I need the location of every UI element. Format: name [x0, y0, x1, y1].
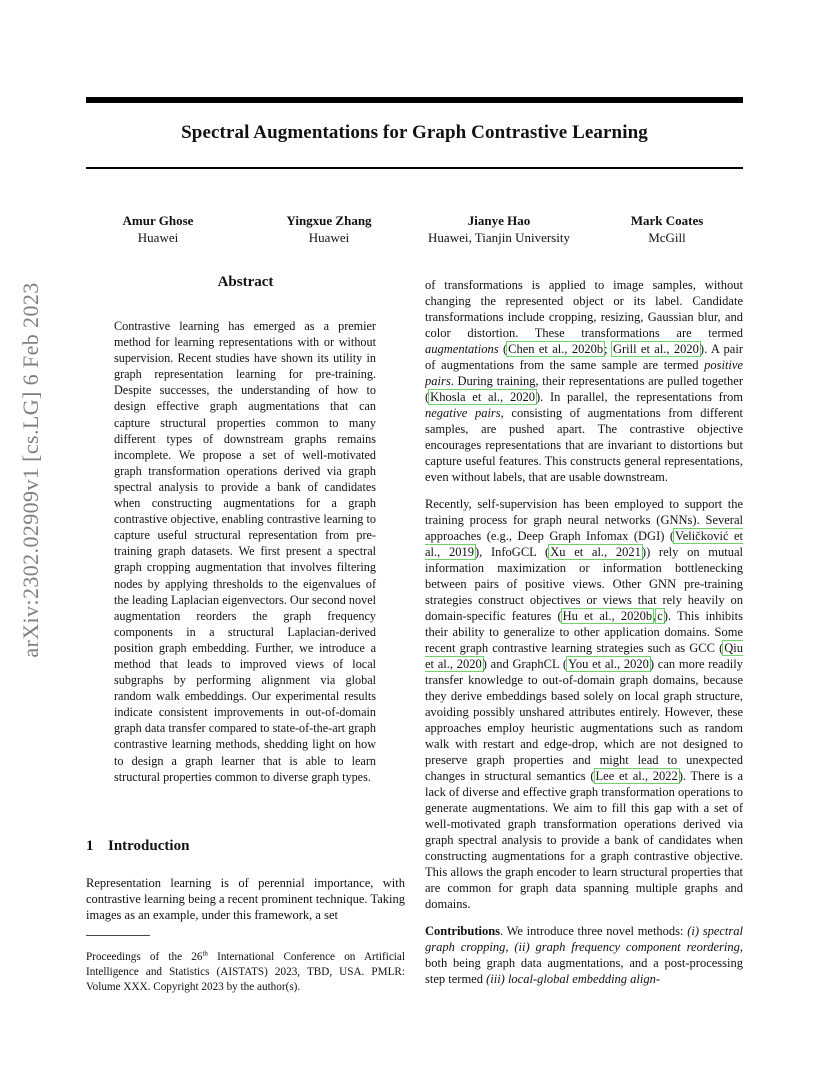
citation-link[interactable]: Grill et al., 2020 [612, 342, 699, 356]
abstract-heading: Abstract [217, 274, 274, 290]
bold-lead-in: Contributions [425, 924, 501, 938]
body-text: ). This inhibits their ability to generalize to other application domains. Some recent graph contrastive learning strategies such as GCC ( [425, 609, 743, 655]
title-top-rule [86, 97, 743, 103]
body-text: ( [498, 342, 508, 356]
author-block [567, 213, 767, 246]
body-text: , both being graph data augmentations, and a post-processing step termed [425, 940, 743, 986]
author-block [58, 213, 258, 246]
citation-link[interactable]: Lee et al., 2022 [595, 769, 678, 783]
body-text: , [505, 940, 515, 954]
author-affiliation: Huawei [137, 229, 179, 245]
emphasis-text: (i) spectral graph cropping [425, 924, 743, 954]
body-text: ) and GraphCL ( [482, 657, 568, 671]
citation-link[interactable]: c [657, 609, 663, 623]
emphasis-text: (ii) graph frequency component reordering [514, 940, 740, 954]
title-bottom-rule [86, 167, 743, 169]
author-name: Jianye Hao [467, 213, 531, 228]
section-number: 1 [86, 838, 94, 854]
paper-title: Spectral Augmentations for Graph Contrastive Learning [181, 122, 648, 143]
body-paragraph [425, 277, 743, 485]
emphasis-text: (iii) local-global embedding align- [486, 972, 661, 986]
body-text: ) can more readily transfer knowledge to out-of-domain graph domains, because they derive embeddings based solely on local graph structure, avoiding possibly unshared attributes entirely. However, these approaches employ heuristic augmentations such as random walk with restart and edge-drop, which are not designed to preserve graph properties and might lead to unexpected changes in structural semantics ( [425, 657, 743, 783]
author-name: Yingxue Zhang [286, 213, 372, 228]
abstract-text: Contrastive learning has emerged as a premier method for learning representations with or without supervision. Recent studies have shown its utility in graph representation learning for pre-training. Despite successes, the understanding of how to design effective graph augmentations that can capture structural properties common to many different types of downstream graphs remains incomplete. We propose a set of well-motivated graph transformation operations derived via graph spectral analysis to provide a bank of candidates when constructing augmentations for a graph contrastive objective, enabling contrastive learning to capture useful structural representation from pre-training graph datasets. We first present a spectral graph cropping augmentation that involves filtering nodes by applying thresholds to the eigenvalues of the leading Laplacian eigenvectors. Our second novel augmentation reorders the graph frequency components in a structural Laplacian-derived position graph embedding. Further, we introduce a method that leads to improved views of local subgraphs by performing alignment via global random walk embeddings. Our experimental results indicate consistent improvements in out-of-domain graph data transfer compared to state-of-the-art graph contrastive learning methods, shedding light on how to design a graph learner that is able to learn structural properties common to diverse graph types. [114, 319, 376, 784]
footnote-text: International Conference on Artificial Intelligence and Statistics (AISTATS) 2023, TBD, USA. PMLR: Volume XXX. Copyright 2023 by the author(s). [86, 951, 405, 993]
body-text: ). In parallel, the representations from [535, 390, 743, 404]
author-affiliation: Huawei, Tianjin University [428, 229, 570, 245]
footnote-text: Proceedings of the 26 [86, 951, 203, 963]
section-title: Introduction [108, 838, 190, 854]
body-text: . During training, their representations are pulled together ( [425, 374, 743, 404]
citation-link[interactable]: Khosla et al., 2020 [430, 390, 535, 404]
citation-link[interactable]: Chen et al., 2020b [508, 342, 604, 356]
body-text: Recently, self-supervision has been employed to support the training process for graph neural networks (GNNs). Several approaches (e.g., Deep Graph Infomax (DGI) ( [425, 497, 743, 543]
citation-link[interactable]: Veličković et al., 2019 [425, 529, 743, 559]
body-text: ). A pair of augmentations from the same sample are termed [425, 342, 743, 372]
body-text: ). There is a lack of diverse and effective graph transformation operations to generate augmentations. We aim to fill this gap with a set of well-motivated graph transformation operations derived via graph spectral analysis to provide a bank of candidates when constructing augmentations for a graph contrastive objective. This allows the graph encoder to learn structural properties that are common for graph data spanning multiple graphs and domains. [425, 769, 743, 911]
citation-link[interactable]: You et al., 2020 [568, 657, 649, 671]
body-text: ; [604, 342, 612, 356]
emphasis-text: augmentations [425, 342, 499, 356]
body-text: . We introduce three novel methods: [500, 924, 688, 938]
emphasis-text: positive pairs [425, 358, 743, 388]
footnote [86, 950, 405, 995]
author-affiliation: Huawei [308, 229, 350, 245]
author-affiliation: McGill [648, 229, 686, 245]
author-name: Amur Ghose [122, 213, 194, 228]
author-name: Mark Coates [630, 213, 704, 228]
section-heading [86, 838, 405, 855]
intro-paragraph: Representation learning is of perennial importance, with contrastive learning being a recent prominent technique. Taking images as an example, under this framework, a set [86, 876, 405, 922]
body-text: ), InfoGCL ( [474, 545, 550, 559]
body-paragraph [425, 496, 743, 912]
arxiv-identifier: arXiv:2302.02909v1 [cs.LG] 6 Feb 2023 [18, 282, 43, 658]
body-text: , consisting of augmentations from different samples, are pushed apart. The contrastive objective encourages representations that are invariant to distortions but capture useful features. This constructs general representations, even without labels, that are usable downstream. [425, 406, 743, 484]
footnote-rule [86, 935, 150, 936]
emphasis-text: negative pairs [425, 406, 501, 420]
body-text: of transformations is applied to image samples, without changing the represented object or its label. Candidate transformations include cropping, resizing, Gaussian blur, and color distortion. These transformations are termed [425, 278, 743, 340]
body-text: )) rely on mutual information maximization or information bottlenecking between pairs of positive views. Other GNN pre-training strategies construct objectives or views that rely heavily on domain-specific features ( [425, 545, 743, 623]
footnote-superscript: th [202, 949, 208, 958]
citation-link[interactable]: Hu et al., 2020b [562, 609, 653, 623]
citation-link[interactable]: Xu et al., 2021 [550, 545, 641, 559]
body-text: , [653, 609, 657, 623]
citation-link[interactable]: Qiu et al., 2020 [425, 641, 743, 671]
body-paragraph [425, 923, 743, 987]
